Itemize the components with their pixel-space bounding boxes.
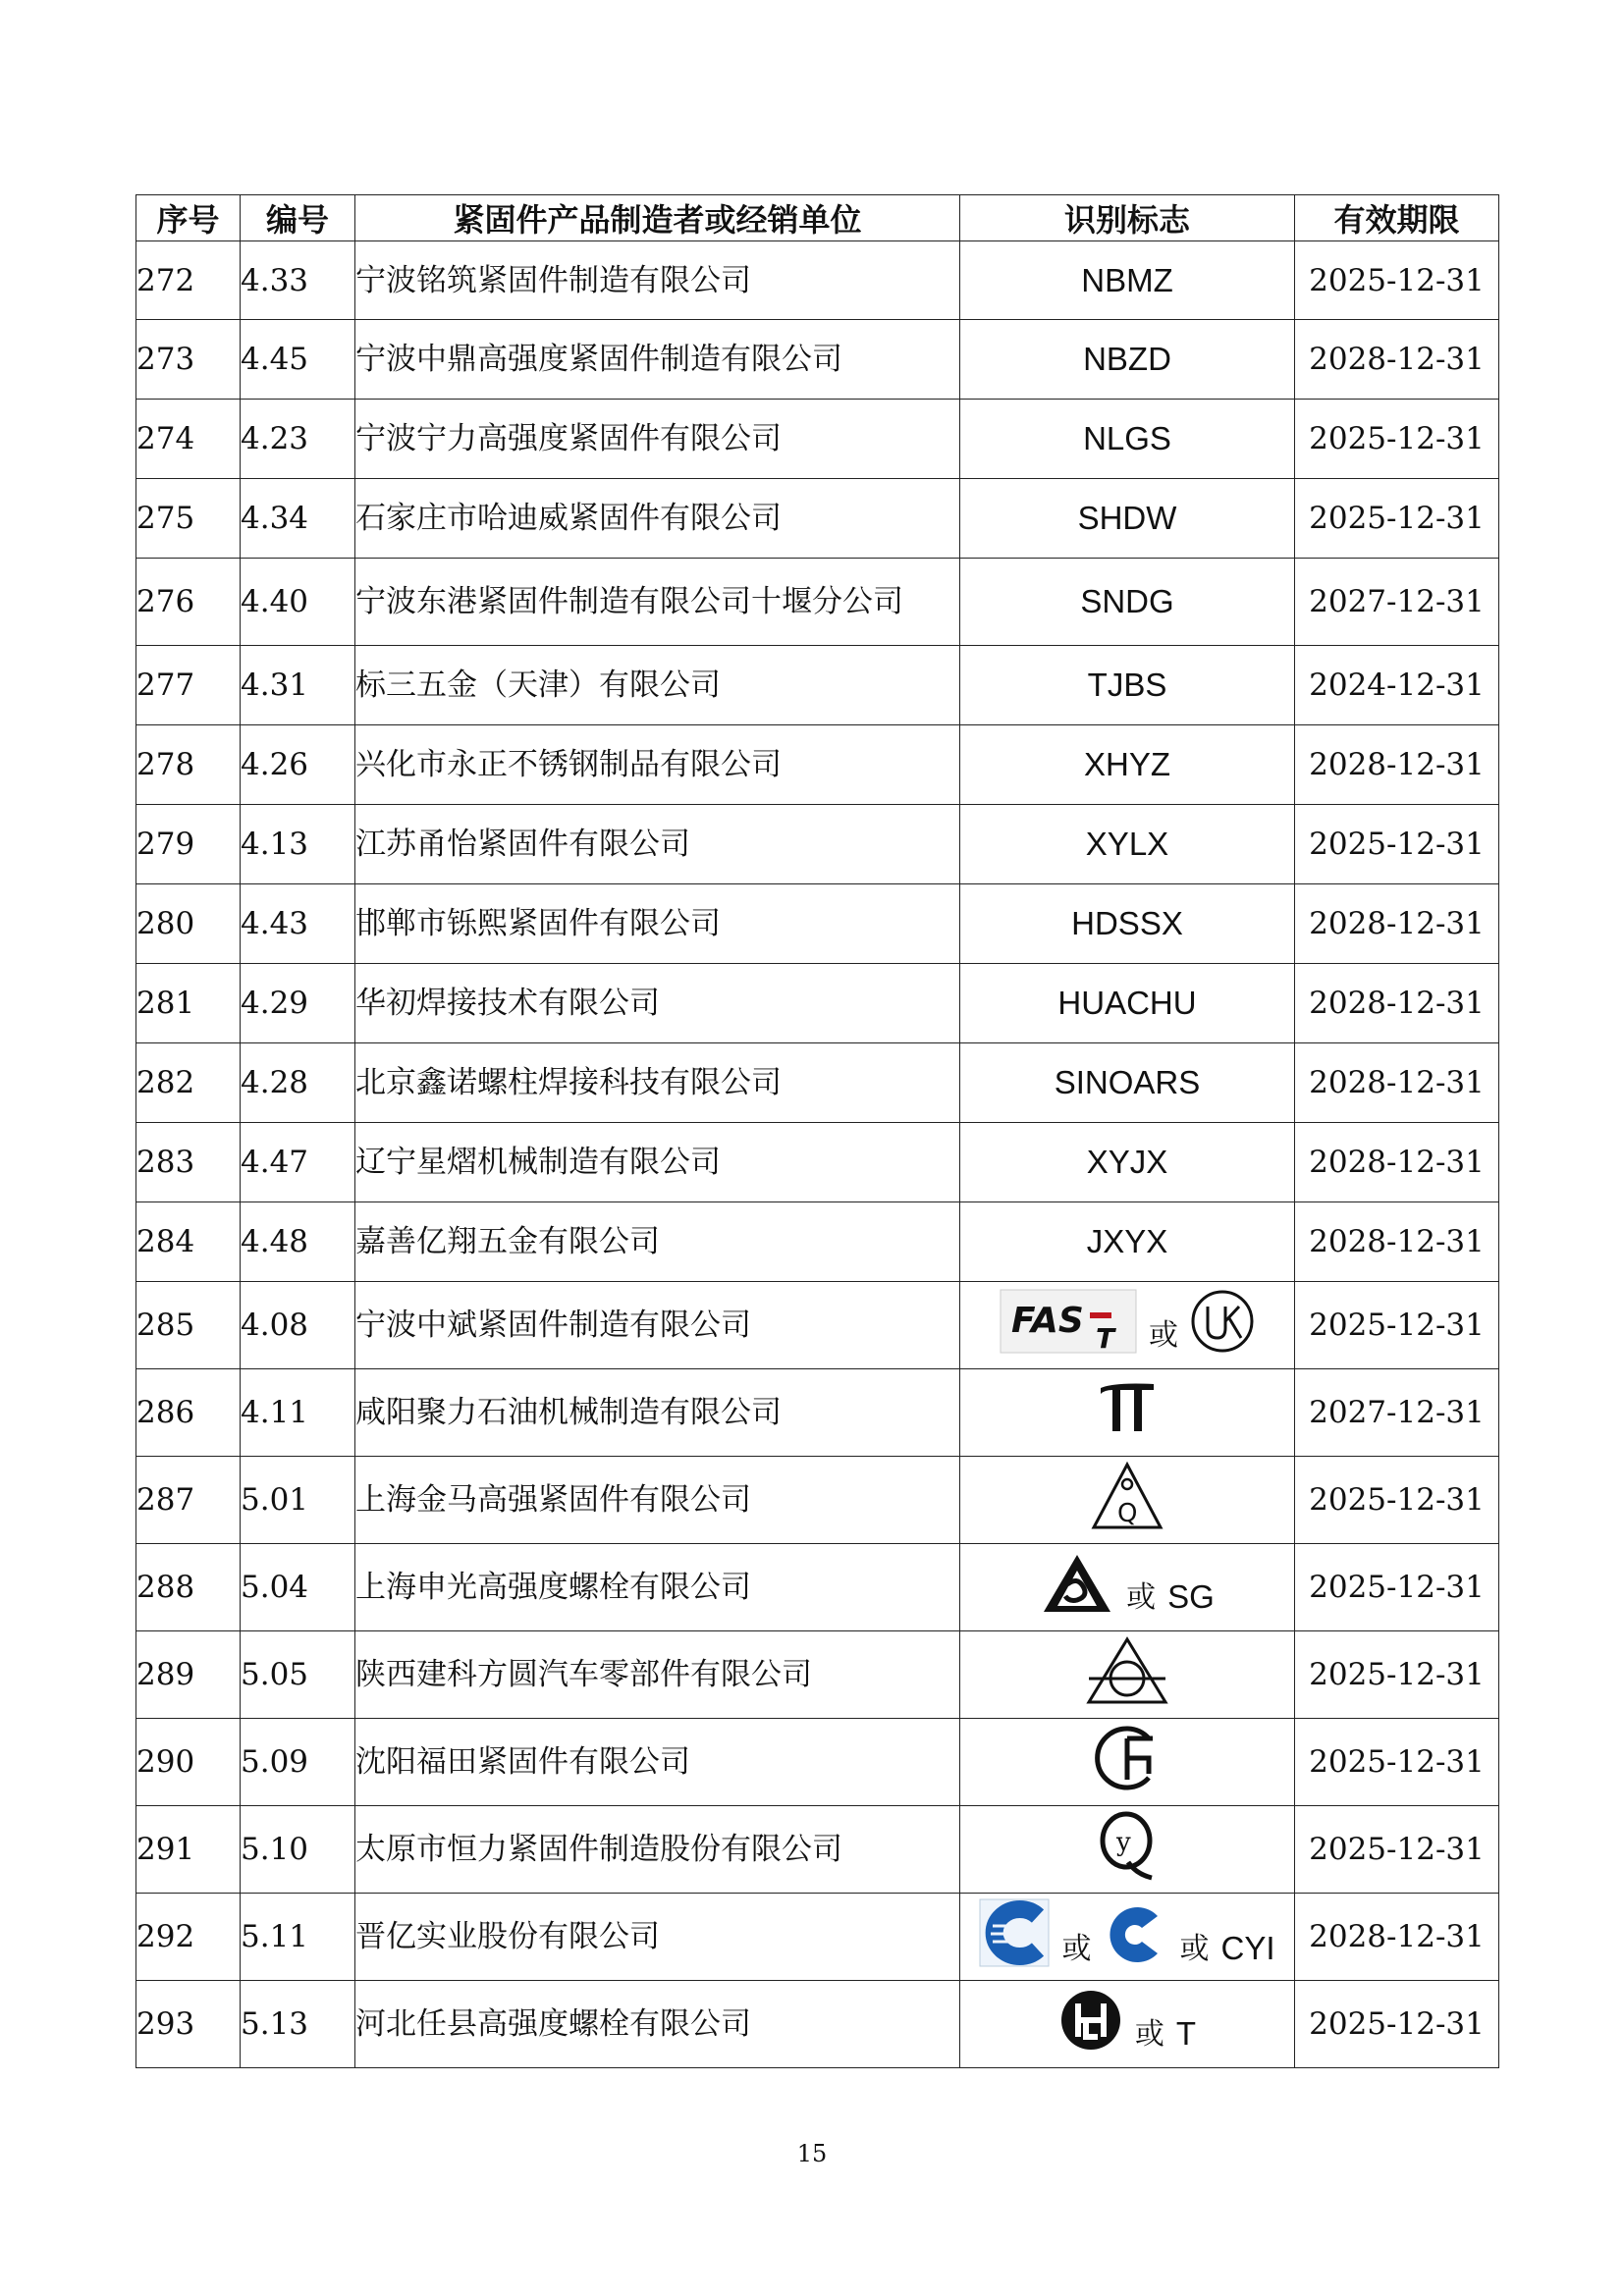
table-row <box>136 1894 1499 1981</box>
seq-cell: 277 <box>136 646 241 725</box>
table-row <box>136 725 1499 805</box>
table-row <box>136 1123 1499 1202</box>
table-row <box>136 1806 1499 1894</box>
table-row <box>136 1544 1499 1631</box>
company-cell: 晋亿实业股份有限公司 <box>355 1894 960 1981</box>
company-cell: 华初焊接技术有限公司 <box>355 964 960 1043</box>
date-cell: 2028-12-31 <box>1295 884 1499 964</box>
uk-circle-logo-icon <box>1190 1289 1255 1354</box>
mark-cell: JXYX <box>960 1202 1295 1282</box>
date-cell: 2025-12-31 <box>1295 400 1499 479</box>
seq-cell: 278 <box>136 725 241 805</box>
header-mark: 识别标志 <box>960 195 1295 241</box>
or-label: 或 <box>1179 1932 1210 1966</box>
table-row <box>136 646 1499 725</box>
code-cell: 5.09 <box>241 1719 355 1806</box>
code-cell: 4.26 <box>241 725 355 805</box>
company-cell: 邯郸市铄熙紧固件有限公司 <box>355 884 960 964</box>
code-cell: 4.43 <box>241 884 355 964</box>
seq-cell: 283 <box>136 1123 241 1202</box>
mark-cell <box>960 1981 1295 2068</box>
code-cell: 4.29 <box>241 964 355 1043</box>
company-cell: 北京鑫诺螺柱焊接科技有限公司 <box>355 1043 960 1123</box>
table-row <box>136 320 1499 400</box>
date-cell: 2025-12-31 <box>1295 805 1499 884</box>
fast-logo-icon <box>1000 1289 1137 1354</box>
code-cell: 5.13 <box>241 1981 355 2068</box>
code-cell: 5.05 <box>241 1631 355 1719</box>
seq-cell: 274 <box>136 400 241 479</box>
mark-cell <box>960 1894 1295 1981</box>
table-row <box>136 479 1499 559</box>
cf-circle-logo-icon <box>1092 1723 1163 1793</box>
svg-text:T: T <box>1096 1322 1115 1354</box>
company-cell: 太原市恒力紧固件制造股份有限公司 <box>355 1806 960 1894</box>
company-cell: 上海金马高强紧固件有限公司 <box>355 1457 960 1544</box>
header-valid: 有效期限 <box>1295 195 1499 241</box>
y-q-logo-icon <box>1097 1809 1158 1882</box>
date-cell: 2028-12-31 <box>1295 725 1499 805</box>
code-cell: 4.40 <box>241 559 355 646</box>
mark-cell <box>960 1544 1295 1631</box>
mark-cell <box>960 1806 1295 1894</box>
code-cell: 4.33 <box>241 241 355 320</box>
sg-triangle-logo-icon <box>1040 1551 1114 1616</box>
mark-cell: HUACHU <box>960 964 1295 1043</box>
mark-cell <box>960 1282 1295 1369</box>
mark-cell: HDSSX <box>960 884 1295 964</box>
mark-cell <box>960 1457 1295 1544</box>
date-cell: 2028-12-31 <box>1295 320 1499 400</box>
table-row <box>136 1457 1499 1544</box>
svg-text:Q: Q <box>1117 1499 1138 1528</box>
code-cell: 5.04 <box>241 1544 355 1631</box>
code-cell: 4.47 <box>241 1123 355 1202</box>
seq-cell: 273 <box>136 320 241 400</box>
date-cell: 2025-12-31 <box>1295 1544 1499 1631</box>
company-cell: 宁波东港紧固件制造有限公司十堰分公司 <box>355 559 960 646</box>
svg-text:FAS: FAS <box>1011 1301 1084 1341</box>
company-cell: 宁波铭筑紧固件制造有限公司 <box>355 241 960 320</box>
pi-logo-icon <box>1095 1376 1160 1441</box>
mark-cell: SINOARS <box>960 1043 1295 1123</box>
alt-mark-label: CYI <box>1220 1930 1275 1966</box>
seq-cell: 280 <box>136 884 241 964</box>
mark-cell <box>960 1631 1295 1719</box>
table-row <box>136 241 1499 320</box>
header-seq: 序号 <box>136 195 241 241</box>
table-row <box>136 1202 1499 1282</box>
seq-cell: 288 <box>136 1544 241 1631</box>
code-cell: 4.11 <box>241 1369 355 1457</box>
code-cell: 4.13 <box>241 805 355 884</box>
table-row <box>136 1369 1499 1457</box>
mark-cell: SHDW <box>960 479 1295 559</box>
table-row <box>136 1719 1499 1806</box>
company-cell: 河北任县高强度螺栓有限公司 <box>355 1981 960 2068</box>
code-cell: 5.01 <box>241 1457 355 1544</box>
date-cell: 2025-12-31 <box>1295 1457 1499 1544</box>
code-cell: 4.34 <box>241 479 355 559</box>
table-row <box>136 400 1499 479</box>
seq-cell: 275 <box>136 479 241 559</box>
seq-cell: 285 <box>136 1282 241 1369</box>
table-row <box>136 964 1499 1043</box>
c-solid-logo-icon <box>1103 1902 1167 1967</box>
date-cell: 2025-12-31 <box>1295 241 1499 320</box>
code-cell: 4.23 <box>241 400 355 479</box>
date-cell: 2025-12-31 <box>1295 1282 1499 1369</box>
table-row <box>136 884 1499 964</box>
alt-mark-label: T <box>1175 2015 1197 2052</box>
mark-cell: XYLX <box>960 805 1295 884</box>
date-cell: 2025-12-31 <box>1295 479 1499 559</box>
seq-cell: 290 <box>136 1719 241 1806</box>
date-cell: 2028-12-31 <box>1295 1123 1499 1202</box>
mark-cell: TJBS <box>960 646 1295 725</box>
mark-cell: NLGS <box>960 400 1295 479</box>
seq-cell: 291 <box>136 1806 241 1894</box>
company-cell: 兴化市永正不锈钢制品有限公司 <box>355 725 960 805</box>
seq-cell: 287 <box>136 1457 241 1544</box>
table-row <box>136 559 1499 646</box>
header-company: 紧固件产品制造者或经销单位 <box>355 195 960 241</box>
company-cell: 沈阳福田紧固件有限公司 <box>355 1719 960 1806</box>
seq-cell: 282 <box>136 1043 241 1123</box>
date-cell: 2028-12-31 <box>1295 964 1499 1043</box>
date-cell: 2025-12-31 <box>1295 1806 1499 1894</box>
seq-cell: 276 <box>136 559 241 646</box>
table-header-row <box>136 195 1499 241</box>
triangle-circle-logo-icon <box>1085 1635 1169 1706</box>
date-cell: 2027-12-31 <box>1295 559 1499 646</box>
table-row <box>136 1043 1499 1123</box>
or-label: 或 <box>1134 2017 1164 2052</box>
code-cell: 4.31 <box>241 646 355 725</box>
company-cell: 石家庄市哈迪威紧固件有限公司 <box>355 479 960 559</box>
date-cell: 2027-12-31 <box>1295 1369 1499 1457</box>
date-cell: 2024-12-31 <box>1295 646 1499 725</box>
mark-cell: NBMZ <box>960 241 1295 320</box>
header-code: 编号 <box>241 195 355 241</box>
date-cell: 2025-12-31 <box>1295 1631 1499 1719</box>
table-row <box>136 1282 1499 1369</box>
seq-cell: 286 <box>136 1369 241 1457</box>
company-cell: 宁波宁力高强度紧固件有限公司 <box>355 400 960 479</box>
company-cell: 江苏甬怡紧固件有限公司 <box>355 805 960 884</box>
date-cell: 2028-12-31 <box>1295 1043 1499 1123</box>
table-row <box>136 1981 1499 2068</box>
or-label: 或 <box>1149 1318 1178 1353</box>
page-number: 15 <box>796 2140 828 2167</box>
mark-cell <box>960 1369 1295 1457</box>
fastener-table <box>135 194 1499 2068</box>
seq-cell: 272 <box>136 241 241 320</box>
seq-cell: 293 <box>136 1981 241 2068</box>
triangle-q-logo-icon <box>1090 1461 1164 1531</box>
mark-cell: XHYZ <box>960 725 1295 805</box>
company-cell: 咸阳聚力石油机械制造有限公司 <box>355 1369 960 1457</box>
code-cell: 4.08 <box>241 1282 355 1369</box>
svg-text:y: y <box>1116 1828 1131 1857</box>
mark-cell: XYJX <box>960 1123 1295 1202</box>
company-cell: 标三五金（天津）有限公司 <box>355 646 960 725</box>
code-cell: 5.11 <box>241 1894 355 1981</box>
code-cell: 4.45 <box>241 320 355 400</box>
or-label: 或 <box>1126 1580 1157 1615</box>
seq-cell: 284 <box>136 1202 241 1282</box>
mark-cell: SNDG <box>960 559 1295 646</box>
mark-cell: NBZD <box>960 320 1295 400</box>
mark-cell <box>960 1719 1295 1806</box>
date-cell: 2028-12-31 <box>1295 1202 1499 1282</box>
code-cell: 4.28 <box>241 1043 355 1123</box>
date-cell: 2025-12-31 <box>1295 1719 1499 1806</box>
c-stripe-logo-icon <box>979 1898 1050 1967</box>
date-cell: 2028-12-31 <box>1295 1894 1499 1981</box>
company-cell: 上海申光高强度螺栓有限公司 <box>355 1544 960 1631</box>
company-cell: 宁波中鼎高强度紧固件制造有限公司 <box>355 320 960 400</box>
h-circle-logo-icon <box>1058 1988 1123 2053</box>
seq-cell: 281 <box>136 964 241 1043</box>
table-row <box>136 1631 1499 1719</box>
company-cell: 嘉善亿翔五金有限公司 <box>355 1202 960 1282</box>
company-cell: 宁波中斌紧固件制造有限公司 <box>355 1282 960 1369</box>
table-row <box>136 805 1499 884</box>
company-cell: 辽宁星熠机械制造有限公司 <box>355 1123 960 1202</box>
seq-cell: 289 <box>136 1631 241 1719</box>
seq-cell: 279 <box>136 805 241 884</box>
code-cell: 4.48 <box>241 1202 355 1282</box>
code-cell: 5.10 <box>241 1806 355 1894</box>
or-label: 或 <box>1061 1932 1092 1966</box>
company-cell: 陕西建科方圆汽车零部件有限公司 <box>355 1631 960 1719</box>
seq-cell: 292 <box>136 1894 241 1981</box>
date-cell: 2025-12-31 <box>1295 1981 1499 2068</box>
alt-mark-label: SG <box>1167 1578 1215 1615</box>
